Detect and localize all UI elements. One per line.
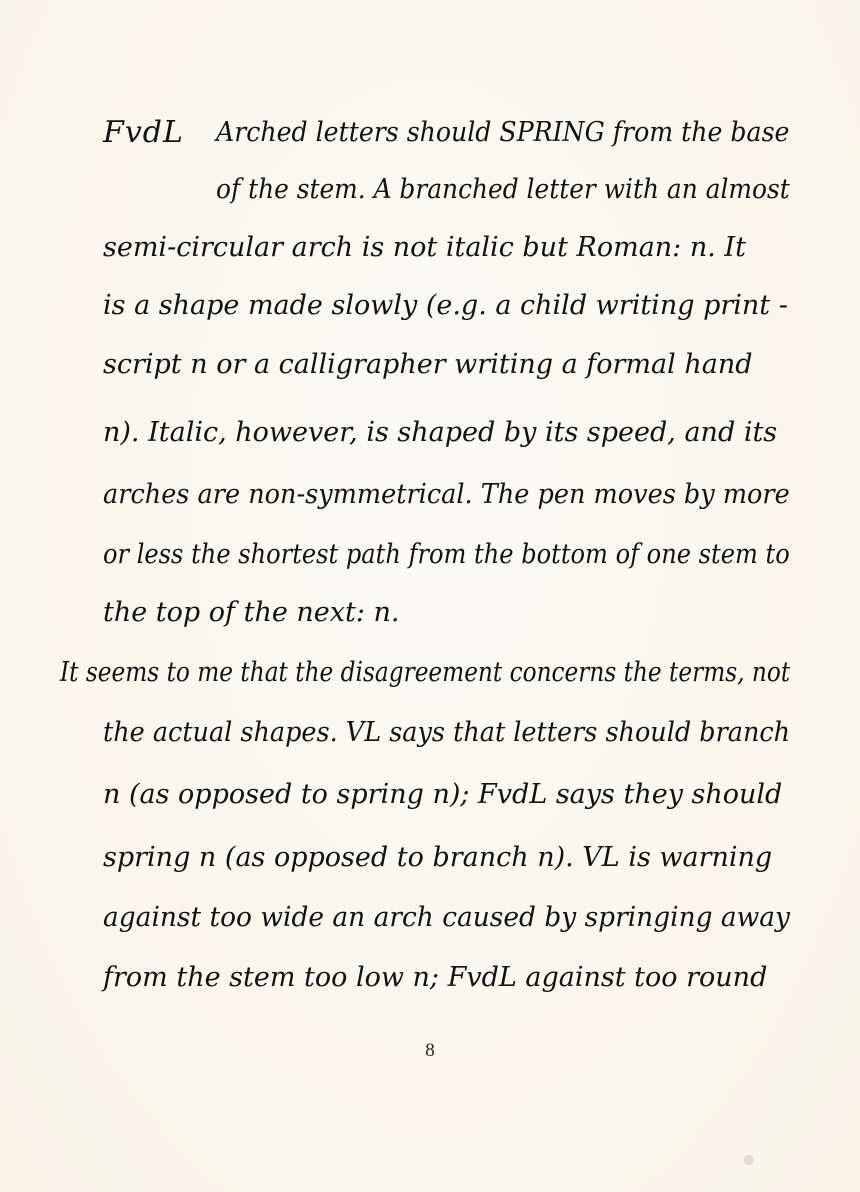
text-line-13: spring n (as opposed to branch n). VL is warning xyxy=(103,842,773,873)
text-line-3: semi-circular arch is not italic but Roman: n. It xyxy=(103,232,746,263)
page-number: 8 xyxy=(425,1040,435,1061)
text-line-14: against too wide an arch caused by springing away xyxy=(103,902,790,933)
paper-speck xyxy=(744,1155,754,1165)
text-line-1: Arched letters should SPRING from the base xyxy=(216,117,790,148)
text-line-7: arches are non-symmetrical. The pen moves by more xyxy=(103,479,790,510)
text-line-4: is a shape made slowly (e.g. a child writing print - xyxy=(103,290,788,321)
text-line-11: the actual shapes. VL says that letters should branch xyxy=(103,717,791,748)
text-line-2: of the stem. A branched letter with an almost xyxy=(216,174,790,205)
text-line-5: script n or a calligrapher writing a formal hand xyxy=(103,349,753,380)
text-line-8: or less the shortest path from the bottom of one stem to xyxy=(103,539,790,570)
text-line-9: the top of the next: n. xyxy=(103,597,400,628)
speaker-label: FvdL xyxy=(103,115,184,150)
text-line-12: n (as opposed to spring n); FvdL says they should xyxy=(103,779,783,810)
text-line-10: It seems to me that the disagreement concerns the terms, not xyxy=(60,657,791,688)
text-line-6: n). Italic, however, is shaped by its speed, and its xyxy=(103,417,778,448)
text-line-15: from the stem too low n; FvdL against too round xyxy=(103,962,768,993)
